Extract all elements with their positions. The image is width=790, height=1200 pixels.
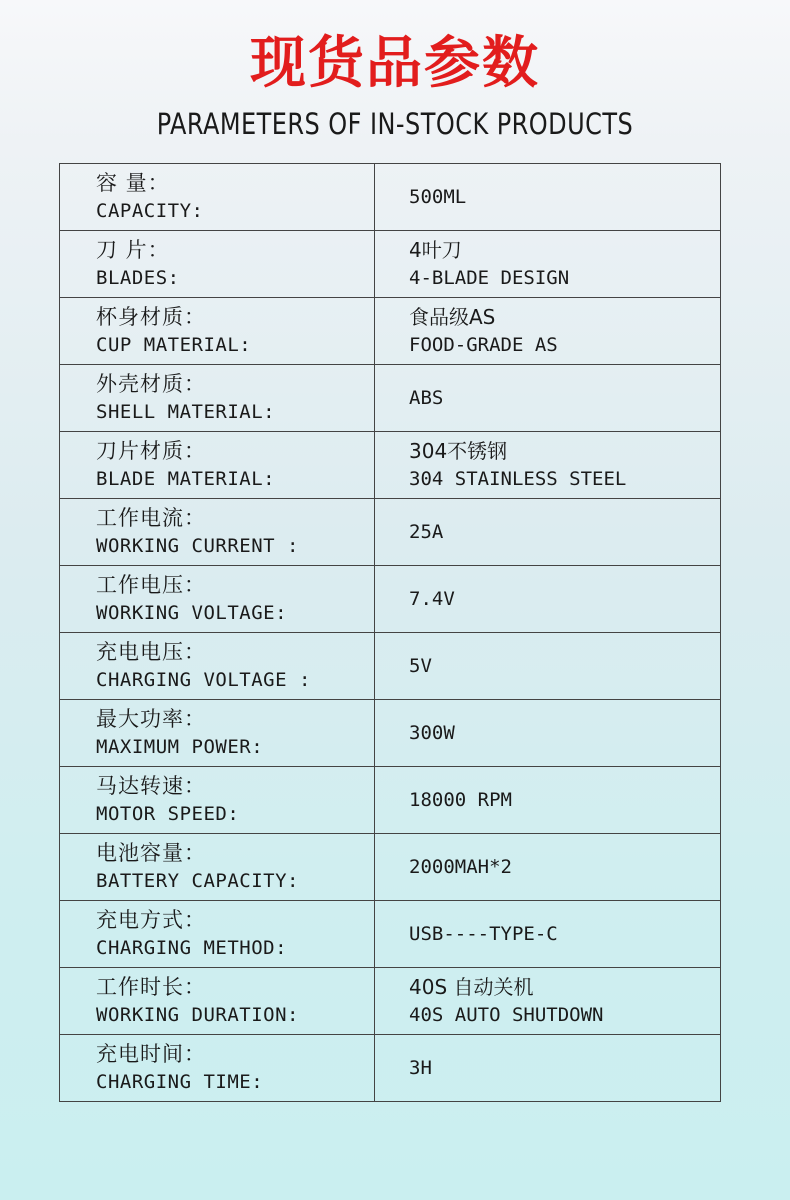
spec-table bbox=[59, 163, 721, 1102]
spec-row bbox=[60, 834, 721, 901]
spec-row bbox=[60, 365, 721, 432]
spec-value: 300W bbox=[409, 722, 455, 744]
page-title-en: PARAMETERS OF IN-STOCK PRODUCTS bbox=[156, 107, 634, 141]
spec-label-cell bbox=[60, 432, 375, 499]
spec-label-en: BLADES: bbox=[96, 267, 180, 289]
spec-row bbox=[60, 432, 721, 499]
spec-label-cell bbox=[60, 298, 375, 365]
spec-value-cell bbox=[375, 499, 721, 566]
spec-label-cn: 充电电压： bbox=[96, 640, 206, 664]
spec-row bbox=[60, 968, 721, 1035]
spec-label-en: WORKING CURRENT : bbox=[96, 535, 299, 557]
spec-label-en: MAXIMUM POWER: bbox=[96, 736, 264, 758]
spec-value-cell bbox=[375, 700, 721, 767]
spec-row bbox=[60, 1035, 721, 1102]
spec-row bbox=[60, 499, 721, 566]
spec-value: 40S 自动关机 bbox=[409, 975, 534, 999]
spec-row bbox=[60, 164, 721, 231]
spec-label-en: CHARGING TIME: bbox=[96, 1071, 264, 1093]
spec-label-cell bbox=[60, 633, 375, 700]
spec-value-cell bbox=[375, 231, 721, 298]
spec-label-cn: 容 量： bbox=[96, 171, 170, 195]
spec-label-cell bbox=[60, 566, 375, 633]
spec-label-cn: 外壳材质： bbox=[96, 372, 206, 396]
spec-label-cn: 工作电流： bbox=[96, 506, 206, 530]
spec-label-cell bbox=[60, 1035, 375, 1102]
spec-label-cn: 电池容量： bbox=[96, 841, 206, 865]
spec-value-cell bbox=[375, 901, 721, 968]
spec-label-en: WORKING VOLTAGE: bbox=[96, 602, 288, 624]
spec-label-cn: 最大功率： bbox=[96, 707, 206, 731]
spec-value-cell bbox=[375, 834, 721, 901]
spec-value-en: 40S AUTO SHUTDOWN bbox=[409, 1004, 604, 1026]
spec-value-cell bbox=[375, 164, 721, 231]
spec-label-cn: 充电方式： bbox=[96, 908, 206, 932]
spec-row bbox=[60, 633, 721, 700]
spec-label-cell bbox=[60, 834, 375, 901]
spec-row bbox=[60, 566, 721, 633]
spec-row bbox=[60, 231, 721, 298]
spec-value-cell bbox=[375, 968, 721, 1035]
spec-value: 食品级AS bbox=[409, 305, 496, 329]
spec-label-en: MOTOR SPEED: bbox=[96, 803, 240, 825]
spec-label-cell bbox=[60, 901, 375, 968]
spec-value-cell bbox=[375, 566, 721, 633]
spec-label-cn: 杯身材质： bbox=[96, 305, 206, 329]
spec-row bbox=[60, 901, 721, 968]
spec-value: 500ML bbox=[409, 186, 467, 208]
spec-value: 7.4V bbox=[409, 588, 455, 610]
spec-value-cell bbox=[375, 365, 721, 432]
spec-label-cell bbox=[60, 499, 375, 566]
spec-label-cn: 工作时长： bbox=[96, 975, 206, 999]
spec-value: 18000 RPM bbox=[409, 789, 512, 811]
spec-value-en: 304 STAINLESS STEEL bbox=[409, 468, 627, 490]
page-title-cn: 现货品参数 bbox=[250, 31, 540, 96]
spec-value-en: 4-BLADE DESIGN bbox=[409, 267, 570, 289]
spec-label-cell bbox=[60, 365, 375, 432]
spec-label-cn: 刀片材质： bbox=[96, 439, 206, 463]
spec-value: 25A bbox=[409, 521, 444, 543]
spec-value: ABS bbox=[409, 387, 444, 409]
spec-label-en: CHARGING VOLTAGE : bbox=[96, 669, 311, 691]
spec-label-cell bbox=[60, 231, 375, 298]
spec-value-cell bbox=[375, 1035, 721, 1102]
spec-label-en: WORKING DURATION: bbox=[96, 1004, 299, 1026]
spec-label-cell bbox=[60, 968, 375, 1035]
spec-value-en: FOOD-GRADE AS bbox=[409, 334, 558, 356]
spec-value: 3H bbox=[409, 1057, 432, 1079]
spec-row bbox=[60, 767, 721, 834]
spec-label-cell bbox=[60, 700, 375, 767]
spec-label-cn: 马达转速： bbox=[96, 774, 206, 798]
spec-value: USB----TYPE-C bbox=[409, 923, 558, 945]
spec-value-cell bbox=[375, 633, 721, 700]
spec-label-cn: 刀 片： bbox=[96, 238, 170, 262]
spec-table-body bbox=[60, 164, 721, 1102]
spec-row bbox=[60, 700, 721, 767]
spec-label-en: CUP MATERIAL: bbox=[96, 334, 252, 356]
spec-value: 5V bbox=[409, 655, 432, 677]
spec-row bbox=[60, 298, 721, 365]
spec-label-en: BATTERY CAPACITY: bbox=[96, 870, 299, 892]
spec-value-cell bbox=[375, 767, 721, 834]
spec-value: 2000MAH*2 bbox=[409, 856, 512, 878]
spec-label-en: CHARGING METHOD: bbox=[96, 937, 288, 959]
spec-label-en: SHELL MATERIAL: bbox=[96, 401, 276, 423]
spec-value: 304不锈钢 bbox=[409, 439, 508, 463]
spec-value-cell bbox=[375, 432, 721, 499]
spec-label-cn: 充电时间： bbox=[96, 1042, 206, 1066]
spec-label-en: BLADE MATERIAL: bbox=[96, 468, 276, 490]
spec-value-cell bbox=[375, 298, 721, 365]
spec-label-cell bbox=[60, 767, 375, 834]
spec-label-cn: 工作电压： bbox=[96, 573, 206, 597]
spec-label-en: CAPACITY: bbox=[96, 200, 204, 222]
spec-label-cell bbox=[60, 164, 375, 231]
spec-value: 4叶刀 bbox=[409, 238, 462, 262]
